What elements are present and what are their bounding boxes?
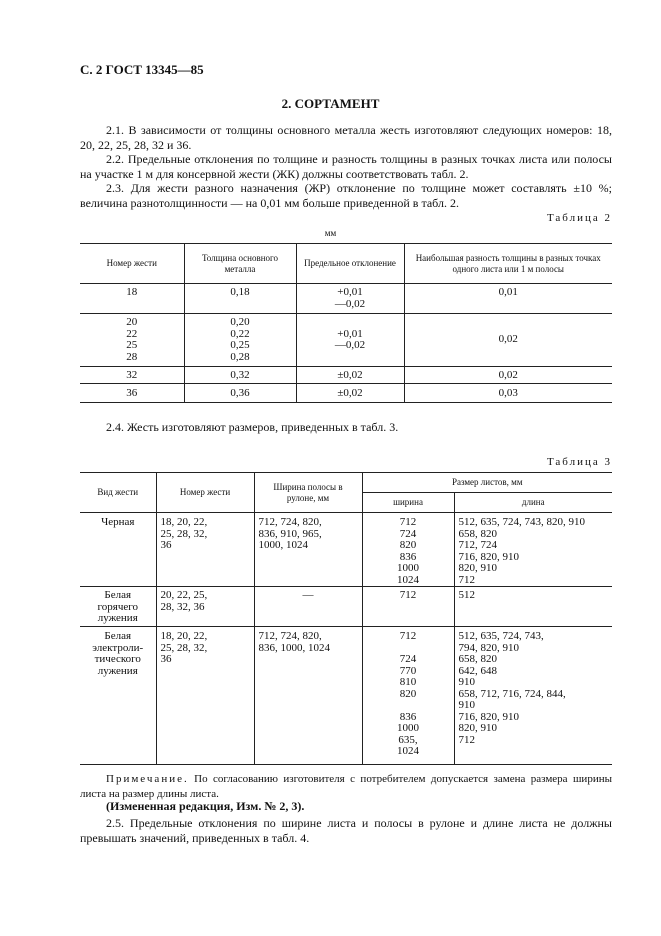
table2-row: [80, 367, 612, 384]
table3-row: [80, 513, 612, 587]
table2-caption: Таблица 2: [546, 212, 612, 224]
table2-cell-difference: 0,01: [404, 284, 612, 314]
table2-row: [80, 384, 612, 403]
table3-row: [80, 627, 612, 765]
table2-cell-deviation: ±0,02: [296, 384, 404, 403]
table3-header-sheet-size: Размер листов, мм: [362, 473, 612, 493]
table2-cell-number: 20 22 25 28: [126, 316, 138, 363]
table3-cell-kind: Белая горячего лужения: [97, 589, 138, 624]
table3-cell-numbers: 20, 22, 25, 28, 32, 36: [156, 587, 254, 627]
table3-header-length: длина: [454, 493, 612, 513]
table3-header-kind: Вид жести: [80, 473, 156, 513]
table2-cell-difference: 0,03: [404, 384, 612, 403]
paragraph-2-5: 2.5. Предельные отклонения по ширине листа и полосы в рулоне и длине листа не должны превышать значений, приведенных в табл. 4.: [80, 816, 612, 845]
table2-cell-number: 18: [126, 286, 138, 298]
note-label: Примечание.: [106, 773, 189, 785]
paragraph-2-4: 2.4. Жесть изготовляют размеров, приведенных в табл. 3.: [106, 420, 399, 434]
table2-cell-deviation: ±0,02: [296, 367, 404, 384]
table2-row: [80, 284, 612, 314]
paragraph-2-3: 2.3. Для жести разного назначения (ЖР) отклонение по толщине может составлять ±10 %; величина разнотолщинности — на 0,01 мм больше приведенной в табл. 2.: [80, 181, 612, 210]
table2-cell-difference: 0,02: [404, 314, 612, 367]
table2-cell-thickness: 0,18: [184, 284, 296, 314]
table2-cell-difference: 0,02: [404, 367, 612, 384]
page-header: С. 2 ГОСТ 13345—85: [80, 62, 204, 77]
paragraph-2-2: 2.2. Предельные отклонения по толщине и разность толщины в разных точках листа или полосы на участке 1 м для консервной жести (ЖК) должны соответствовать табл. 2.: [80, 152, 612, 181]
table2-header-thickness: Толщина основного металла: [184, 244, 296, 284]
table3-cell-numbers: 18, 20, 22, 25, 28, 32, 36: [156, 627, 254, 765]
table2-cell-thickness: 0,32: [184, 367, 296, 384]
table3-cell-kind: Черная: [101, 516, 135, 528]
table3-header-number: Номер жести: [156, 473, 254, 513]
table3-cell-strip: —: [254, 587, 362, 627]
table-3: [80, 472, 612, 765]
table3-caption: Таблица 3: [546, 456, 612, 468]
table3-cell-strip: 712, 724, 820, 836, 1000, 1024: [254, 627, 362, 765]
table2-header-number: Номер жести: [106, 258, 157, 268]
paragraph-2-1: 2.1. В зависимости от толщины основного металла жесть изготовляют следующих номеров: 18, 20, 22, 25, 28, 32 и 36.: [80, 123, 612, 152]
table-2: [80, 243, 612, 403]
table3-cell-strip: 712, 724, 820, 836, 910, 965, 1000, 1024: [254, 513, 362, 587]
table3-note: [80, 772, 612, 801]
revision-note: (Измененная редакция, Изм. № 2, 3).: [106, 799, 305, 813]
table3-header-width: ширина: [362, 493, 454, 513]
table3-cell-widths: 712 724 770 810 820 836 1000 635, 1024: [362, 627, 454, 765]
table3-cell-kind: Белая электроли- тического лужения: [92, 630, 144, 677]
table2-units: мм: [324, 228, 337, 238]
table3-header-strip-width: Ширина полосы в рулоне, мм: [254, 473, 362, 513]
table2-row: [80, 314, 612, 367]
table2-cell-deviation: +0,01 —0,02: [296, 314, 404, 367]
table2-cell-number: 36: [126, 387, 138, 399]
table3-cell-lengths: 512, 635, 724, 743, 794, 820, 910 658, 820 642, 648 910 658, 712, 716, 724, 844, 910 716, 820, 910 820, 910 712: [454, 627, 612, 765]
table2-header-difference: Наибольшая разность толщины в разных точках одного листа или 1 м полосы: [404, 244, 612, 284]
table3-row: [80, 587, 612, 627]
table2-header-deviation: Предельное отклонение: [296, 244, 404, 284]
section-title: 2. СОРТАМЕНТ: [281, 96, 380, 111]
table3-cell-numbers: 18, 20, 22, 25, 28, 32, 36: [156, 513, 254, 587]
table3-cell-widths: 712: [362, 587, 454, 627]
note-text: По согласованию изготовителя с потребителем допускается замена размера ширины листа на размер длины листа.: [80, 773, 612, 800]
table2-cell-thickness: 0,36: [184, 384, 296, 403]
table2-cell-thickness: 0,20 0,22 0,25 0,28: [184, 314, 296, 367]
table3-cell-widths: 712 724 820 836 1000 1024: [362, 513, 454, 587]
table2-cell-deviation: +0,01 —0,02: [296, 284, 404, 314]
table3-cell-lengths: 512, 635, 724, 743, 820, 910 658, 820 712, 724 716, 820, 910 820, 910 712: [454, 513, 612, 587]
table3-cell-lengths: 512: [454, 587, 612, 627]
table2-cell-number: 32: [126, 369, 138, 381]
